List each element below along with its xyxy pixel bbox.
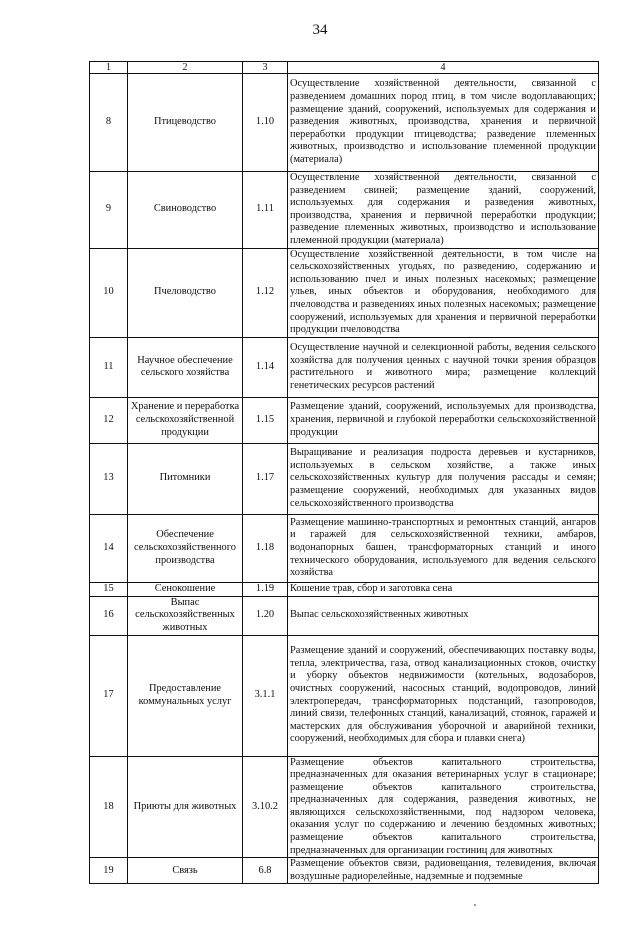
row-name-cell: Хранение и переработка сельскохозяйственной продукции (128, 397, 243, 443)
row-name-cell: Научное обеспечение сельского хозяйства (128, 337, 243, 397)
row-number-cell: 10 (90, 248, 128, 337)
table-row (90, 756, 599, 858)
row-description-cell: Осуществление хозяйственной деятельности, связанной с разведением свиней; размещение зданий, сооружений, используемых для содержания и разведения животных, производства, хранения и первичной переработки продукции; разведение племенных животных, производство и использование племенной продукции (материала) (288, 172, 599, 249)
row-code-cell: 1.14 (243, 337, 288, 397)
row-description-cell: Осуществление хозяйственной деятельности, связанной с разведением домашних пород птиц, в том числе водоплавающих; размещение зданий, сооружений, используемых для содержания и разведения животных, производства, хранения и первичной переработки продукции птицеводства; разведение племенных животных, производство и использование племенной продукции (материала) (288, 74, 599, 172)
row-description-cell: Размещение объектов капитального строительства, предназначенных для оказания ветеринарных услуг в стационаре; размещение объектов капитального строительства, предназначенных для содержания, разведения животных, не являющихся сельскохозяйственными, под надзором человека, оказания услуг по содержанию и лечению бездомных животных; размещение объектов капитального строительства, предназначенных для организации гостиниц для животных (288, 756, 599, 858)
row-code-cell: 6.8 (243, 858, 288, 884)
table-row (90, 397, 599, 443)
row-name-cell: Приюты для животных (128, 756, 243, 858)
table-row (90, 514, 599, 582)
table-header-row (90, 62, 599, 74)
row-code-cell: 1.10 (243, 74, 288, 172)
table-row (90, 858, 599, 884)
row-number-cell: 13 (90, 443, 128, 514)
row-number-cell: 16 (90, 596, 128, 635)
header-col-1: 1 (90, 62, 128, 74)
table-row (90, 596, 599, 635)
row-description-cell: Осуществление научной и селекционной работы, ведения сельского хозяйства для получения ценных с научной точки зрения образцов растительного и животного мира; размещение коллекций генетических ресурсов растений (288, 337, 599, 397)
table-row (90, 582, 599, 596)
row-code-cell: 1.19 (243, 582, 288, 596)
row-code-cell: 1.18 (243, 514, 288, 582)
scan-speck (474, 904, 476, 906)
row-description-cell: Размещение объектов связи, радиовещания, телевидения, включая воздушные радиорелейные, надземные и подземные (288, 858, 599, 884)
row-name-cell: Птицеводство (128, 74, 243, 172)
table-row (90, 635, 599, 756)
row-description-cell: Выращивание и реализация подроста деревьев и кустарников, используемых в сельском хозяйстве, а также иных сельскохозяйственных культур для получения рассады и семян; размещение сооружений, необходимых для указанных видов сельскохозяйственного производства (288, 443, 599, 514)
row-name-cell: Обеспечение сельскохозяйственного производства (128, 514, 243, 582)
row-code-cell: 1.11 (243, 172, 288, 249)
row-code-cell: 1.12 (243, 248, 288, 337)
row-name-cell: Пчеловодство (128, 248, 243, 337)
row-description-cell: Выпас сельскохозяйственных животных (288, 596, 599, 635)
row-number-cell: 9 (90, 172, 128, 249)
row-number-cell: 11 (90, 337, 128, 397)
row-name-cell: Свиноводство (128, 172, 243, 249)
row-name-cell: Выпас сельскохозяйственных животных (128, 596, 243, 635)
row-name-cell: Питомники (128, 443, 243, 514)
row-number-cell: 18 (90, 756, 128, 858)
row-code-cell: 3.10.2 (243, 756, 288, 858)
row-number-cell: 15 (90, 582, 128, 596)
row-number-cell: 14 (90, 514, 128, 582)
row-number-cell: 8 (90, 74, 128, 172)
table-row (90, 248, 599, 337)
row-description-cell: Размещение зданий и сооружений, обеспечивающих поставку воды, тепла, электричества, газа, отвод канализационных стоков, очистку и уборку объектов недвижимости (котельных, водозаборов, очистных сооружений, насосных станций, водопроводов, линий электропередач, трансформаторных подстанций, газопроводов, линий связи, телефонных станций, канализаций, стоянок, гаражей и мастерских для обслуживания уборочной и аварийной техники, сооружений, необходимых для сбора и плавки снега) (288, 635, 599, 756)
row-name-cell: Предоставление коммунальных услуг (128, 635, 243, 756)
row-name-cell: Сенокошение (128, 582, 243, 596)
page-number: 34 (312, 22, 328, 38)
row-name-cell: Связь (128, 858, 243, 884)
row-code-cell: 3.1.1 (243, 635, 288, 756)
row-number-cell: 17 (90, 635, 128, 756)
row-description-cell: Кошение трав, сбор и заготовка сена (288, 582, 599, 596)
row-code-cell: 1.20 (243, 596, 288, 635)
row-code-cell: 1.15 (243, 397, 288, 443)
header-col-2: 2 (128, 62, 243, 74)
row-number-cell: 12 (90, 397, 128, 443)
row-code-cell: 1.17 (243, 443, 288, 514)
header-col-3: 3 (243, 62, 288, 74)
table-row (90, 74, 599, 172)
land-use-table (89, 61, 599, 884)
row-number-cell: 19 (90, 858, 128, 884)
row-description-cell: Размещение машинно-транспортных и ремонтных станций, ангаров и гаражей для сельскохозяйственной техники, амбаров, водонапорных башен, трансформаторных станций и иного технического оборудования, используемого для ведения сельского хозяйства (288, 514, 599, 582)
table-row (90, 172, 599, 249)
table-row (90, 337, 599, 397)
header-col-4: 4 (288, 62, 599, 74)
row-description-cell: Размещение зданий, сооружений, используемых для производства, хранения, первичной и глубокой переработки сельскохозяйственной продукции (288, 397, 599, 443)
table-row (90, 443, 599, 514)
row-description-cell: Осуществление хозяйственной деятельности, в том числе на сельскохозяйственных угодьях, по разведению, содержанию и использованию пчел и иных полезных насекомых; размещение ульев, иных объектов и оборудования, необходимого для пчеловодства и разведениях иных полезных насекомых; размещение сооружений, используемых для хранения и первичной переработки продукции пчеловодства (288, 248, 599, 337)
